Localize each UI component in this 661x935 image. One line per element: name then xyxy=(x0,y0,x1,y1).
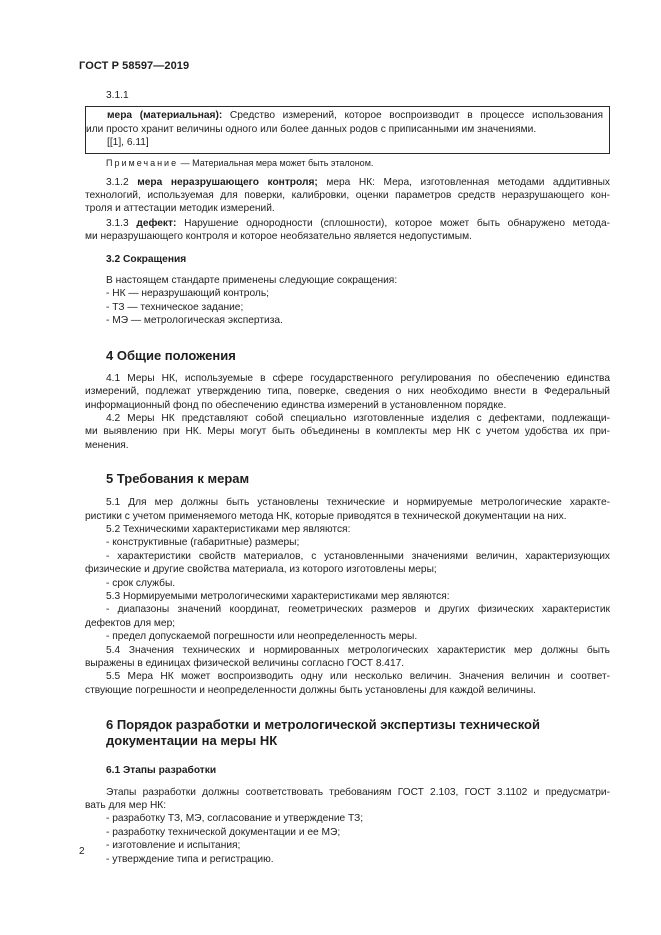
clause-5-1-line-1: 5.1 Для мер должны быть установлены технические и нормируемые метрологические характе- xyxy=(106,497,610,509)
clause-5-4 xyxy=(85,644,610,671)
abbrev-item-2: - ТЗ — техническое задание; xyxy=(106,301,244,313)
clause-number: 3.1.2 xyxy=(106,176,129,188)
clause-5-3-item-1-line-1: - диапазоны значений координат, геометрических размеров и других физических характеристик xyxy=(106,604,610,616)
term-definition-box xyxy=(85,106,610,153)
clause-4-1 xyxy=(85,372,610,412)
abbrev-item-3: - МЭ — метрологическая экспертиза. xyxy=(106,315,283,327)
clause-5-2: 5.2 Техническими характеристиками мер являются: xyxy=(106,523,351,535)
note-text: — Материальная мера может быть эталоном. xyxy=(178,157,374,168)
stage-item-2: - разработку технической документации и ее МЭ; xyxy=(106,826,341,838)
clause-number-3-1-1: 3.1.1 xyxy=(106,90,129,101)
stage-item-1: - разработку ТЗ, МЭ, согласование и утверждение ТЗ; xyxy=(106,813,364,825)
clause-5-5 xyxy=(85,670,610,697)
clause-4-1-line-1: 4.1 Меры НК, используемые в сфере государственного регулирования по обеспечению единства xyxy=(106,372,610,384)
document-id-header: ГОСТ Р 58597—2019 xyxy=(79,60,190,72)
clause-5-2-item-2-line-1: - характеристики свойств материалов, с установленными значениями величин, характеризующих xyxy=(106,550,610,562)
abbrev-item-1: - НК — неразрушающий контроль; xyxy=(106,288,269,300)
clause-3-1-2-line-2: технологий, используемая для поверки, калибровки, оценки параметров средств неразрушающего кон- xyxy=(85,190,610,202)
clause-5-5-line-2: ствующие погрешности и неопределенности должны быть установлены для каждой величины. xyxy=(85,684,537,696)
clause-4-2-line-3: менения. xyxy=(85,439,129,451)
clause-5-1-line-2: ристики с учетом применяемого метода НК, которые приводятся в технической документации на них. xyxy=(85,510,567,522)
section-6-heading-line-2: документации на меры НК xyxy=(106,733,278,749)
clause-5-3-item-1-line-2: дефектов для мер; xyxy=(85,617,176,629)
stage-item-3: - изготовление и испытания; xyxy=(106,840,241,852)
page-number: 2 xyxy=(79,846,85,857)
clause-3-1-2-line-3: троля и аттестации методик измерений. xyxy=(85,203,275,215)
clause-4-2-line-1: 4.2 Меры НК представляют собой специально изготовленные изделия с дефектами, подлежащи- xyxy=(106,412,610,424)
clause-text: Нарушение однородности (сплошности), которое может быть обнаружено метода- xyxy=(176,217,611,229)
clause-text: мера НК: Мера, изготовленная методами аддитивных xyxy=(317,176,610,188)
term-definition-text: Средство измерений, которое воспроизводит в процессе использования xyxy=(222,110,603,122)
note-label: Примечание xyxy=(106,157,179,168)
clause-5-2-item-3: - срок службы. xyxy=(106,577,176,589)
stage-item-4: - утверждение типа и регистрацию. xyxy=(106,853,274,865)
section-6-1-intro-line-1: Этапы разработки должны соответствовать требованиям ГОСТ 2.103, ГОСТ 3.1102 и предусматри- xyxy=(106,786,610,798)
term-name: мера (материальная): xyxy=(107,110,223,122)
note-3-1-1 xyxy=(85,157,610,169)
term-3-1-1-line-1 xyxy=(86,109,603,122)
clause-3-1-3-line-1 xyxy=(85,217,610,230)
clause-5-2-item-1: - конструктивные (габаритные) размеры; xyxy=(106,537,300,549)
clause-4-2-line-2: ми выявлению при НК. Меры могут быть объединены в комплекты мер НК с учетом удобства их при- xyxy=(85,426,610,438)
clause-5-2-item-2-line-2: физические и другие свойства материала, из которого изготовлены меры; xyxy=(85,564,437,576)
clause-3-1-2-line-1 xyxy=(85,176,610,189)
clause-5-4-line-1: 5.4 Значения технических и нормированных метрологических характеристик мер должны быть xyxy=(106,644,610,656)
clause-4-1-line-3: информационный фонд по обеспечению единства измерений в установленном порядке. xyxy=(85,399,507,411)
clause-3-1-3 xyxy=(85,217,610,244)
section-6-1-heading: 6.1 Этапы разработки xyxy=(106,765,217,777)
clause-5-4-line-2: выражены в единицах физической величины согласно ГОСТ 8.417. xyxy=(85,658,405,669)
section-5-heading: 5 Требования к мерам xyxy=(106,471,250,487)
section-3-2-heading: 3.2 Сокращения xyxy=(106,253,187,265)
clause-5-3: 5.3 Нормируемыми метрологическими характеристиками мер являются: xyxy=(106,590,450,602)
section-6-heading-line-1: 6 Порядок разработки и метрологической экспертизы технической xyxy=(106,717,540,733)
clause-4-2 xyxy=(85,412,610,452)
section-3-2-intro: В настоящем стандарте применены следующие сокращения: xyxy=(106,275,398,287)
clause-3-1-3-line-2: ми неразрушающего контроля и которое необязательно является недопустимым. xyxy=(85,231,472,243)
section-6-heading xyxy=(85,717,610,749)
section-4-heading: 4 Общие положения xyxy=(106,347,236,363)
term-name: мера неразрушающего контроля; xyxy=(137,176,318,188)
clause-5-5-line-1: 5.5 Мера НК может воспроизводить одну или несколько величин. Значения величин и соответ- xyxy=(106,671,610,683)
section-6-1-intro-line-2: вать для мер НК: xyxy=(85,800,167,812)
document-body xyxy=(85,89,610,866)
section-6-1-intro xyxy=(85,786,610,813)
term-name: дефект: xyxy=(136,217,177,229)
term-3-1-1-line-2: или просто хранит величины одного или более данных родов с приписанными им значениями. xyxy=(86,123,537,135)
term-3-1-1-ref: [[1], 6.11] xyxy=(107,137,149,149)
clause-3-1-2 xyxy=(85,176,610,216)
clause-5-3-item-2: - предел допускаемой погрешности или неопределенность меры. xyxy=(106,631,418,643)
clause-number: 3.1.3 xyxy=(106,217,129,229)
clause-4-1-line-2: измерений, подлежат утверждению типа, поверке, сведения о них необходимо внести в Федеральный xyxy=(85,386,610,398)
clause-5-1 xyxy=(85,496,610,523)
